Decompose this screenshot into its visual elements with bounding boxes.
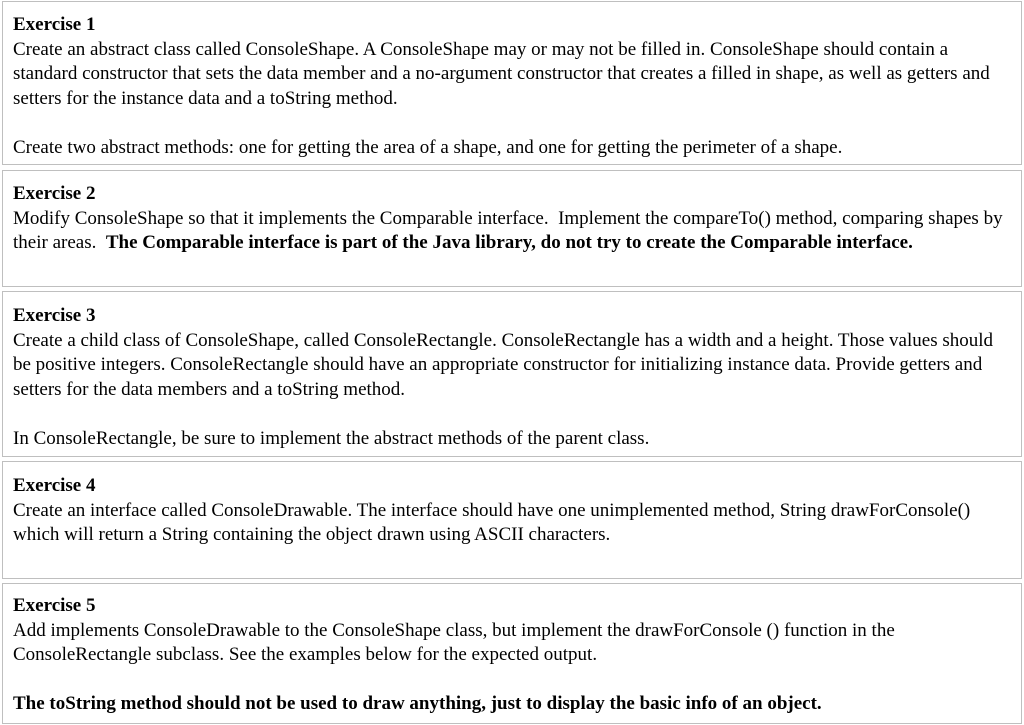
- exercise-4-cell: [2, 461, 1022, 579]
- exercise-4-title: Exercise 4: [13, 475, 96, 496]
- exercise-1-title: Exercise 1: [13, 14, 96, 35]
- paragraph-gap: [13, 402, 1015, 427]
- exercise-5-title: Exercise 5: [13, 595, 96, 616]
- paragraph-gap: [13, 668, 1015, 693]
- exercise-2-text-plain: Modify ConsoleShape so that it implements the Comparable interface. Implement the compareTo() method, comparing shapes by their areas.: [13, 207, 1008, 253]
- exercise-3-title: Exercise 3: [13, 305, 96, 326]
- exercise-3-cell: [2, 291, 1022, 457]
- exercise-1-paragraph-1: Create an abstract class called ConsoleShape. A ConsoleShape may or may not be filled in. ConsoleShape should contain a standard constructor that sets the data member and a no-argument constructor that creates a filled in shape, as well as getters and setters for the instance data and a toString method.: [13, 38, 990, 109]
- exercise-5-cell: [2, 583, 1022, 724]
- exercise-2-title: Exercise 2: [13, 183, 96, 204]
- exercise-3-paragraph-1: Create a child class of ConsoleShape, called ConsoleRectangle. ConsoleRectangle has a width and a height. Those values should be positive integers. ConsoleRectangle should have an appropriate constructor for initializing instance data. Provide getters and setters for the data members and a toString method.: [13, 329, 994, 400]
- exercise-1-paragraph-2: Create two abstract methods: one for getting the area of a shape, and one for getting the perimeter of a shape.: [13, 136, 843, 158]
- exercise-3-paragraph-2: In ConsoleRectangle, be sure to implement the abstract methods of the parent class.: [13, 427, 650, 449]
- paragraph-gap: [13, 111, 1015, 136]
- exercise-2-paragraph: [13, 207, 1015, 256]
- exercise-2-cell: [2, 170, 1022, 287]
- exercise-4-paragraph-1: Create an interface called ConsoleDrawable. The interface should have one unimplemented method, String drawForConsole() which will return a String containing the object drawn using ASCII characters.: [13, 499, 971, 545]
- exercise-1-cell: [2, 1, 1022, 165]
- exercise-5-paragraph-2: The toString method should not be used to draw anything, just to display the basic info of an object.: [13, 693, 822, 714]
- exercise-2-text-bold: The Comparable interface is part of the Java library, do not try to create the Comparable interface.: [105, 232, 913, 253]
- exercise-5-paragraph-1: Add implements ConsoleDrawable to the ConsoleShape class, but implement the drawForConsole () function in the ConsoleRectangle subclass. See the examples below for the expected output.: [13, 619, 895, 665]
